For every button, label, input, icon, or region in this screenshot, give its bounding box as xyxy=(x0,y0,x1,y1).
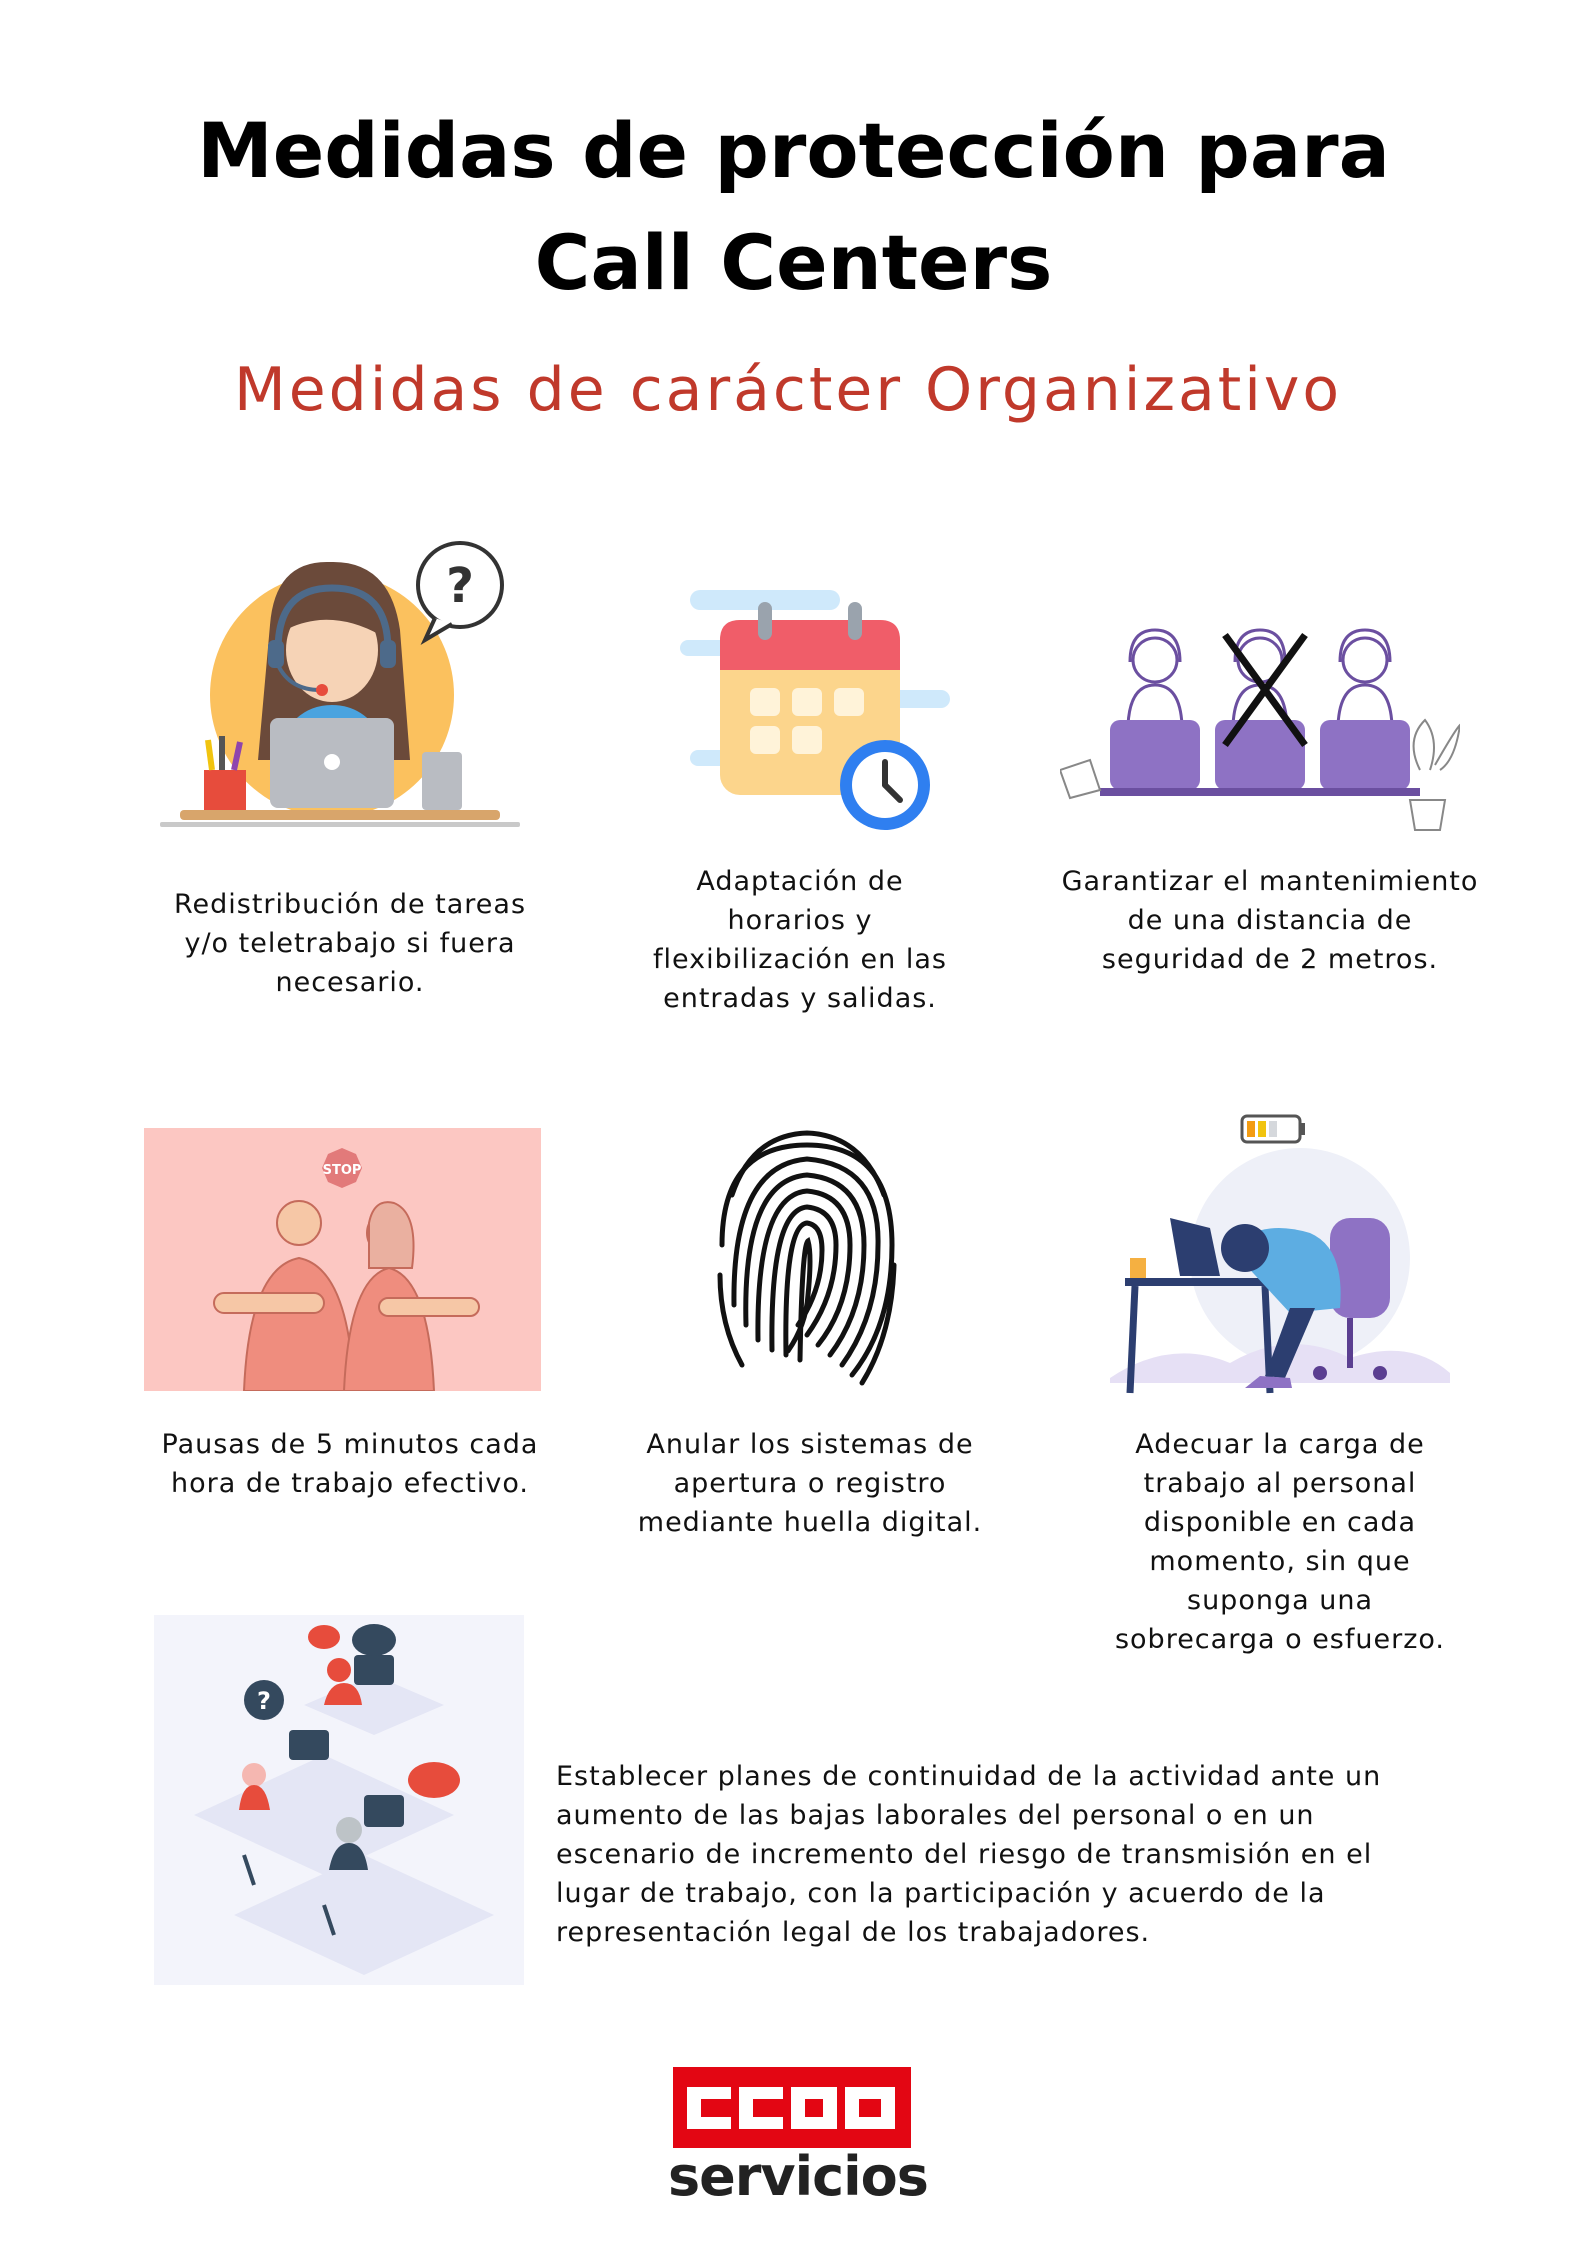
item-6-line: trabajo al personal xyxy=(1143,1468,1417,1499)
timeout-pause-icon xyxy=(144,1128,541,1391)
item-text-distance xyxy=(1030,862,1510,979)
item-6-line: suponga una xyxy=(1187,1585,1373,1616)
item-6-line: sobrecarga o esfuerzo. xyxy=(1114,1624,1446,1655)
ccoo-logo-mark xyxy=(673,2067,911,2148)
continuity-line: lugar de trabajo, con la participación y acuerdo de la xyxy=(556,1878,1326,1909)
continuity-line: aumento de las bajas laborales del personal o en un xyxy=(556,1800,1315,1831)
page-subtitle: Medidas de carácter Organizativo xyxy=(234,355,1343,425)
item-1-line: y/o teletrabajo si fuera xyxy=(184,928,516,959)
item-4-line: hora de trabajo efectivo. xyxy=(171,1468,529,1499)
item-5-line: apertura o registro xyxy=(673,1468,947,1499)
stop-sign-text: STOP xyxy=(322,1163,362,1178)
item-2-line: flexibilización en las xyxy=(653,944,947,975)
item-text-fingerprint xyxy=(600,1425,1020,1542)
ccoo-logo xyxy=(673,2067,911,2148)
item-3-line: seguridad de 2 metros. xyxy=(1101,944,1439,975)
item-5-line: Anular los sistemas de xyxy=(646,1429,974,1460)
item-1-line: necesario. xyxy=(275,967,425,998)
item-text-schedule xyxy=(600,862,1000,1018)
fingerprint-icon xyxy=(712,1125,902,1391)
item-6-line: momento, sin que xyxy=(1149,1546,1411,1577)
continuity-line: Establecer planes de continuidad de la actividad ante un xyxy=(556,1761,1382,1792)
continuity-plan-text xyxy=(556,1757,1381,1952)
exhausted-worker-icon xyxy=(1110,1108,1450,1408)
item-2-line: horarios y xyxy=(727,905,873,936)
item-6-line: disponible en cada xyxy=(1143,1507,1417,1538)
item-2-line: entradas y salidas. xyxy=(663,983,937,1014)
continuity-line: representación legal de los trabajadores. xyxy=(556,1917,1151,1948)
item-2-line: Adaptación de xyxy=(696,866,904,897)
office-team-icon xyxy=(154,1615,524,1985)
item-text-workload xyxy=(1060,1425,1500,1659)
calendar-clock-icon xyxy=(680,580,950,840)
page-title-line-1: Medidas de protección para xyxy=(197,106,1390,195)
item-6-line: Adecuar la carga de xyxy=(1135,1429,1425,1460)
page-title-line-2: Call Centers xyxy=(534,218,1053,307)
call-center-agent-icon xyxy=(160,540,520,840)
item-1-line: Redistribución de tareas xyxy=(173,889,527,920)
svg-text:?: ? xyxy=(446,558,474,614)
svg-text:?: ? xyxy=(257,1687,271,1715)
item-text-pauses xyxy=(140,1425,560,1503)
logo-text: servicios xyxy=(668,2145,928,2208)
item-4-line: Pausas de 5 minutos cada xyxy=(161,1429,539,1460)
item-3-line: de una distancia de xyxy=(1127,905,1413,936)
item-3-line: Garantizar el mantenimiento xyxy=(1061,866,1479,897)
workstation-distance-icon xyxy=(1060,620,1460,840)
item-text-redistribution xyxy=(140,885,560,1002)
page-title xyxy=(0,95,1587,319)
item-5-line: mediante huella digital. xyxy=(637,1507,983,1538)
continuity-line: escenario de incremento del riesgo de transmisión en el xyxy=(556,1839,1373,1870)
